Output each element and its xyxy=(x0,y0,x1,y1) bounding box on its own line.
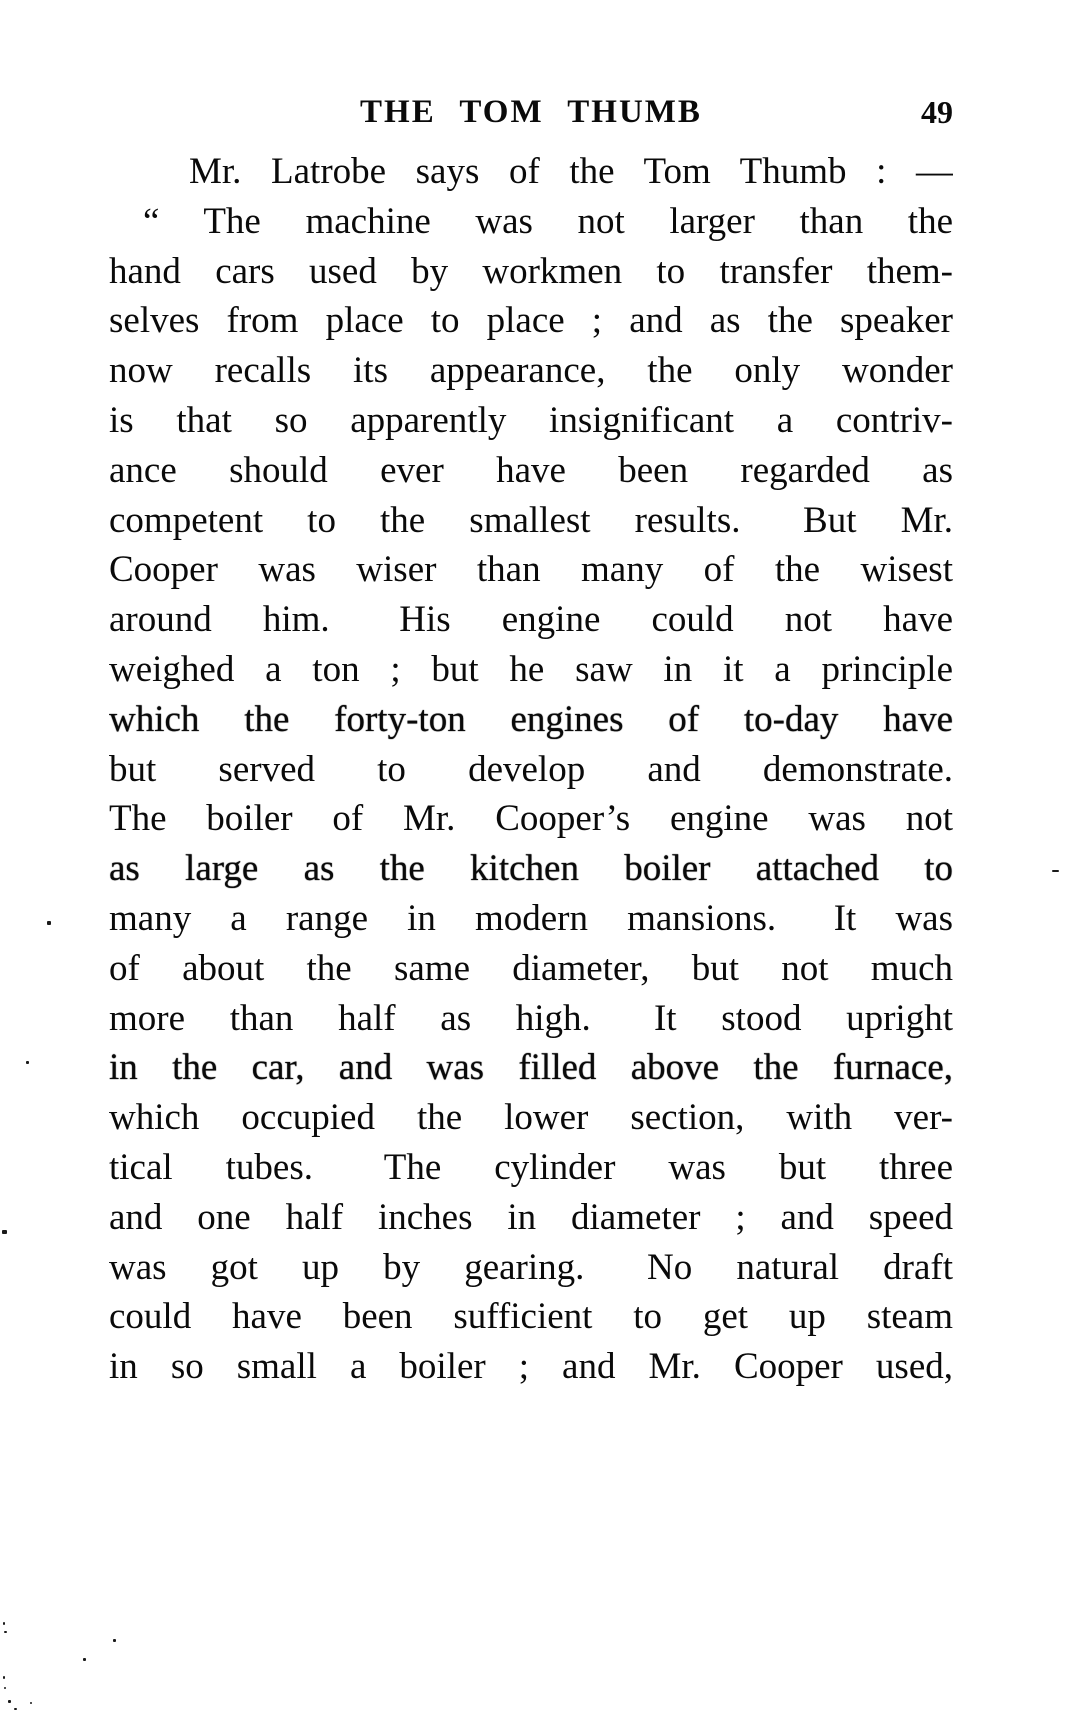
scan-speck xyxy=(47,921,51,925)
scan-speck xyxy=(83,1658,86,1661)
scan-speck xyxy=(1052,870,1059,872)
scan-speck xyxy=(3,1622,5,1625)
scan-speck xyxy=(30,1702,32,1704)
scan-speck xyxy=(4,1631,7,1633)
text-line: could have been sufficient to get up steam xyxy=(109,1296,953,1338)
text-line: Mr. Latrobe says of the Tom Thumb : — xyxy=(189,151,953,192)
text-line: “ The machine was not larger than the xyxy=(143,200,953,242)
text-line: is that so apparently insignificant a contriv- xyxy=(109,399,953,441)
text-line: selves from place to place ; and as the speaker xyxy=(109,300,953,342)
body-text-block xyxy=(109,147,953,1392)
text-line: hand cars used by workmen to transfer them- xyxy=(109,250,953,292)
text-line: in so small a boiler ; and Mr. Cooper used, xyxy=(109,1346,953,1388)
text-line: tical tubes. The cylinder was but three xyxy=(109,1146,953,1188)
scan-speck xyxy=(14,1708,17,1710)
text-line: many a range in modern mansions. It was xyxy=(109,897,953,939)
text-line: of about the same diameter, but not much xyxy=(109,947,953,989)
text-line: weighed a ton ; but he saw in it a principle xyxy=(109,648,953,690)
scan-speck xyxy=(26,1061,29,1064)
text-line: now recalls its appearance, the only wonder xyxy=(109,350,953,392)
text-line: ance should ever have been regarded as xyxy=(109,449,953,491)
text-line: around him. His engine could not have xyxy=(109,599,953,641)
running-header xyxy=(109,92,953,134)
text-line: Cooper was wiser than many of the wisest xyxy=(109,549,953,591)
text-line: in the car, and was filled above the furnace, xyxy=(109,1047,953,1089)
scan-speck xyxy=(4,1687,6,1689)
scan-speck xyxy=(113,1639,116,1642)
text-line: which occupied the lower section, with ver- xyxy=(109,1097,953,1139)
page-number: 49 xyxy=(921,94,953,130)
text-line: was got up by gearing. No natural draft xyxy=(109,1246,953,1288)
scan-speck xyxy=(3,1676,5,1679)
scan-speck xyxy=(8,1700,11,1703)
text-line: more than half as high. It stood upright xyxy=(109,997,953,1039)
page-header-title: THE TOM THUMB xyxy=(360,94,702,130)
text-line: which the forty-ton engines of to-day have xyxy=(109,698,953,740)
text-line: but served to develop and demonstrate. xyxy=(109,748,953,790)
text-line: competent to the smallest results. But Mr. xyxy=(109,499,953,541)
text-line: and one half inches in diameter ; and speed xyxy=(109,1196,953,1238)
scan-speck xyxy=(2,1230,7,1234)
text-line: as large as the kitchen boiler attached to xyxy=(109,848,953,890)
text-line: The boiler of Mr. Cooper’s engine was not xyxy=(109,798,953,840)
